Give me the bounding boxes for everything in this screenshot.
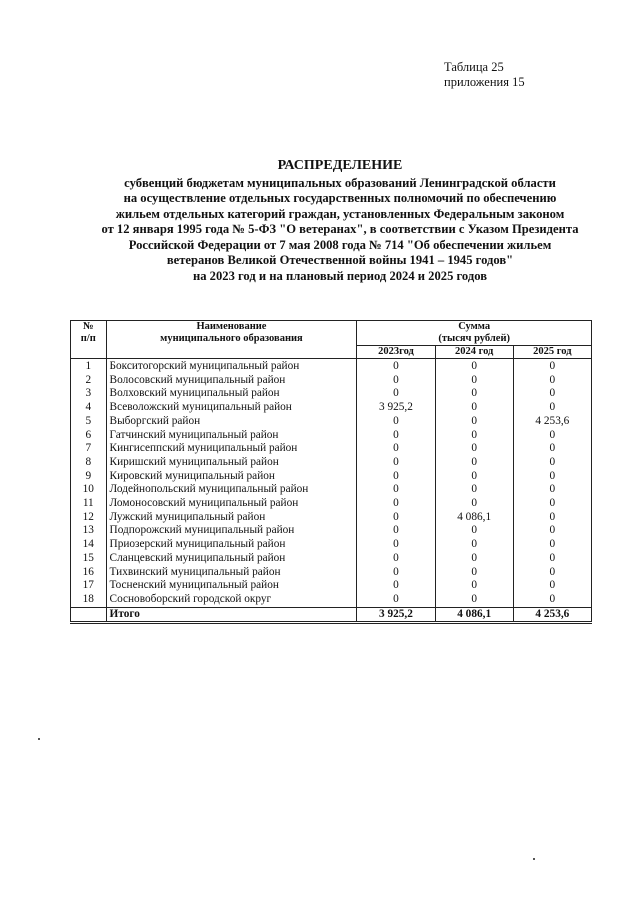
table-row — [71, 456, 592, 470]
amount-2024: 0 — [435, 415, 513, 429]
amount-2024: 0 — [435, 387, 513, 401]
amount-2025: 0 — [513, 483, 591, 497]
column-header-2025: 2025 год — [513, 346, 591, 359]
total-2023: 3 925,2 — [357, 607, 435, 623]
municipality-name: Волосовский муниципальный район — [106, 374, 357, 388]
row-number: 17 — [71, 579, 107, 593]
row-number: 16 — [71, 566, 107, 580]
amount-2023: 0 — [357, 538, 435, 552]
amount-2024: 0 — [435, 401, 513, 415]
municipality-name: Подпорожский муниципальный район — [106, 524, 357, 538]
table-number: Таблица 25 — [444, 60, 504, 74]
column-header-2024: 2024 год — [435, 346, 513, 359]
table-row — [71, 593, 592, 607]
distribution-table — [70, 320, 592, 624]
heading-line: на 2023 год и на плановый период 2024 и 2025 годов — [192, 268, 488, 283]
table-row — [71, 387, 592, 401]
table-row — [71, 483, 592, 497]
heading-line: от 12 января 1995 года № 5-ФЗ "О ветеранах", в соответствии с Указом Президента — [101, 222, 579, 236]
table-row — [71, 442, 592, 456]
table-row — [71, 538, 592, 552]
amount-2023: 0 — [357, 470, 435, 484]
amount-2024: 4 086,1 — [435, 511, 513, 525]
heading-line: жильем отдельных категорий граждан, установленных Федеральным законом — [115, 206, 565, 221]
row-number: 4 — [71, 401, 107, 415]
amount-2024: 0 — [435, 538, 513, 552]
amount-2024: 0 — [435, 429, 513, 443]
municipality-name: Бокситогорский муниципальный район — [106, 359, 357, 374]
row-number: 15 — [71, 552, 107, 566]
table-row — [71, 374, 592, 388]
heading-line: ветеранов Великой Отечественной войны 1941 – 1945 годов" — [166, 253, 514, 267]
amount-2023: 0 — [357, 429, 435, 443]
municipality-name: Сосновоборский городской округ — [106, 593, 357, 607]
amount-2024: 0 — [435, 497, 513, 511]
amount-2025: 0 — [513, 374, 591, 388]
amount-2025: 0 — [513, 359, 591, 374]
appendix-number: приложения 15 — [444, 75, 525, 89]
total-row — [71, 607, 592, 623]
total-2024: 4 086,1 — [435, 607, 513, 623]
appendix-reference — [444, 60, 525, 90]
column-header-name: Наименование муниципального образования — [106, 321, 357, 359]
municipality-name: Кингисеппский муниципальный район — [106, 442, 357, 456]
scan-speck — [533, 858, 535, 860]
table-row — [71, 359, 592, 374]
row-number: 5 — [71, 415, 107, 429]
table-row — [71, 579, 592, 593]
municipality-name: Тосненский муниципальный район — [106, 579, 357, 593]
amount-2024: 0 — [435, 374, 513, 388]
scan-speck — [38, 738, 40, 740]
amount-2025: 0 — [513, 593, 591, 607]
amount-2025: 0 — [513, 552, 591, 566]
amount-2025: 0 — [513, 456, 591, 470]
amount-2025: 0 — [513, 429, 591, 443]
row-number: 10 — [71, 483, 107, 497]
row-number: 9 — [71, 470, 107, 484]
amount-2023: 3 925,2 — [357, 401, 435, 415]
municipality-name: Лужский муниципальный район — [106, 511, 357, 525]
amount-2023: 0 — [357, 374, 435, 388]
amount-2025: 0 — [513, 511, 591, 525]
column-header-number: № п/п — [71, 321, 107, 359]
amount-2024: 0 — [435, 483, 513, 497]
total-label: Итого — [106, 607, 357, 623]
municipality-name: Всеволожский муниципальный район — [106, 401, 357, 415]
amount-2023: 0 — [357, 579, 435, 593]
amount-2024: 0 — [435, 442, 513, 456]
row-number: 7 — [71, 442, 107, 456]
amount-2025: 0 — [513, 442, 591, 456]
row-number: 8 — [71, 456, 107, 470]
amount-2023: 0 — [357, 387, 435, 401]
amount-2025: 0 — [513, 579, 591, 593]
amount-2023: 0 — [357, 483, 435, 497]
amount-2023: 0 — [357, 359, 435, 374]
heading-line: субвенций бюджетам муниципальных образований Ленинградской области — [124, 175, 556, 190]
table-row — [71, 401, 592, 415]
amount-2024: 0 — [435, 593, 513, 607]
amount-2023: 0 — [357, 524, 435, 538]
table-row — [71, 511, 592, 525]
document-title: РАСПРЕДЕЛЕНИЕ — [277, 158, 403, 173]
total-number-cell — [71, 607, 107, 623]
amount-2025: 0 — [513, 497, 591, 511]
table-row — [71, 470, 592, 484]
municipality-name: Волховский муниципальный район — [106, 387, 357, 401]
table-row — [71, 524, 592, 538]
amount-2023: 0 — [357, 442, 435, 456]
amount-2024: 0 — [435, 552, 513, 566]
table-row — [71, 566, 592, 580]
amount-2025: 0 — [513, 538, 591, 552]
municipality-name: Тихвинский муниципальный район — [106, 566, 357, 580]
municipality-name: Гатчинский муниципальный район — [106, 429, 357, 443]
amount-2024: 0 — [435, 579, 513, 593]
row-number: 14 — [71, 538, 107, 552]
amount-2023: 0 — [357, 456, 435, 470]
row-number: 18 — [71, 593, 107, 607]
table-row — [71, 497, 592, 511]
amount-2024: 0 — [435, 566, 513, 580]
document-heading — [60, 158, 620, 284]
row-number: 3 — [71, 387, 107, 401]
amount-2024: 0 — [435, 456, 513, 470]
amount-2025: 0 — [513, 401, 591, 415]
municipality-name: Приозерский муниципальный район — [106, 538, 357, 552]
row-number: 11 — [71, 497, 107, 511]
amount-2023: 0 — [357, 511, 435, 525]
municipality-name: Кировский муниципальный район — [106, 470, 357, 484]
row-number: 12 — [71, 511, 107, 525]
amount-2025: 0 — [513, 524, 591, 538]
amount-2025: 0 — [513, 470, 591, 484]
table-row — [71, 429, 592, 443]
row-number: 1 — [71, 359, 107, 374]
heading-line: на осуществление отдельных государственных полномочий по обеспечению — [123, 191, 557, 205]
amount-2023: 0 — [357, 552, 435, 566]
row-number: 2 — [71, 374, 107, 388]
amount-2024: 0 — [435, 359, 513, 374]
amount-2023: 0 — [357, 497, 435, 511]
municipality-name: Киришский муниципальный район — [106, 456, 357, 470]
row-number: 6 — [71, 429, 107, 443]
amount-2024: 0 — [435, 524, 513, 538]
table-row — [71, 415, 592, 429]
column-header-2023: 2023год — [357, 346, 435, 359]
column-header-sum: Сумма (тысяч рублей) — [357, 321, 592, 346]
amount-2023: 0 — [357, 415, 435, 429]
heading-line: Российской Федерации от 7 мая 2008 года № 714 "Об обеспечении жильем — [128, 237, 552, 252]
total-2025: 4 253,6 — [513, 607, 591, 623]
amount-2023: 0 — [357, 593, 435, 607]
amount-2025: 4 253,6 — [513, 415, 591, 429]
amount-2025: 0 — [513, 387, 591, 401]
amount-2025: 0 — [513, 566, 591, 580]
municipality-name: Лодейнопольский муниципальный район — [106, 483, 357, 497]
amount-2023: 0 — [357, 566, 435, 580]
row-number: 13 — [71, 524, 107, 538]
municipality-name: Ломоносовский муниципальный район — [106, 497, 357, 511]
table-row — [71, 552, 592, 566]
municipality-name: Выборгский район — [106, 415, 357, 429]
amount-2024: 0 — [435, 470, 513, 484]
municipality-name: Сланцевский муниципальный район — [106, 552, 357, 566]
